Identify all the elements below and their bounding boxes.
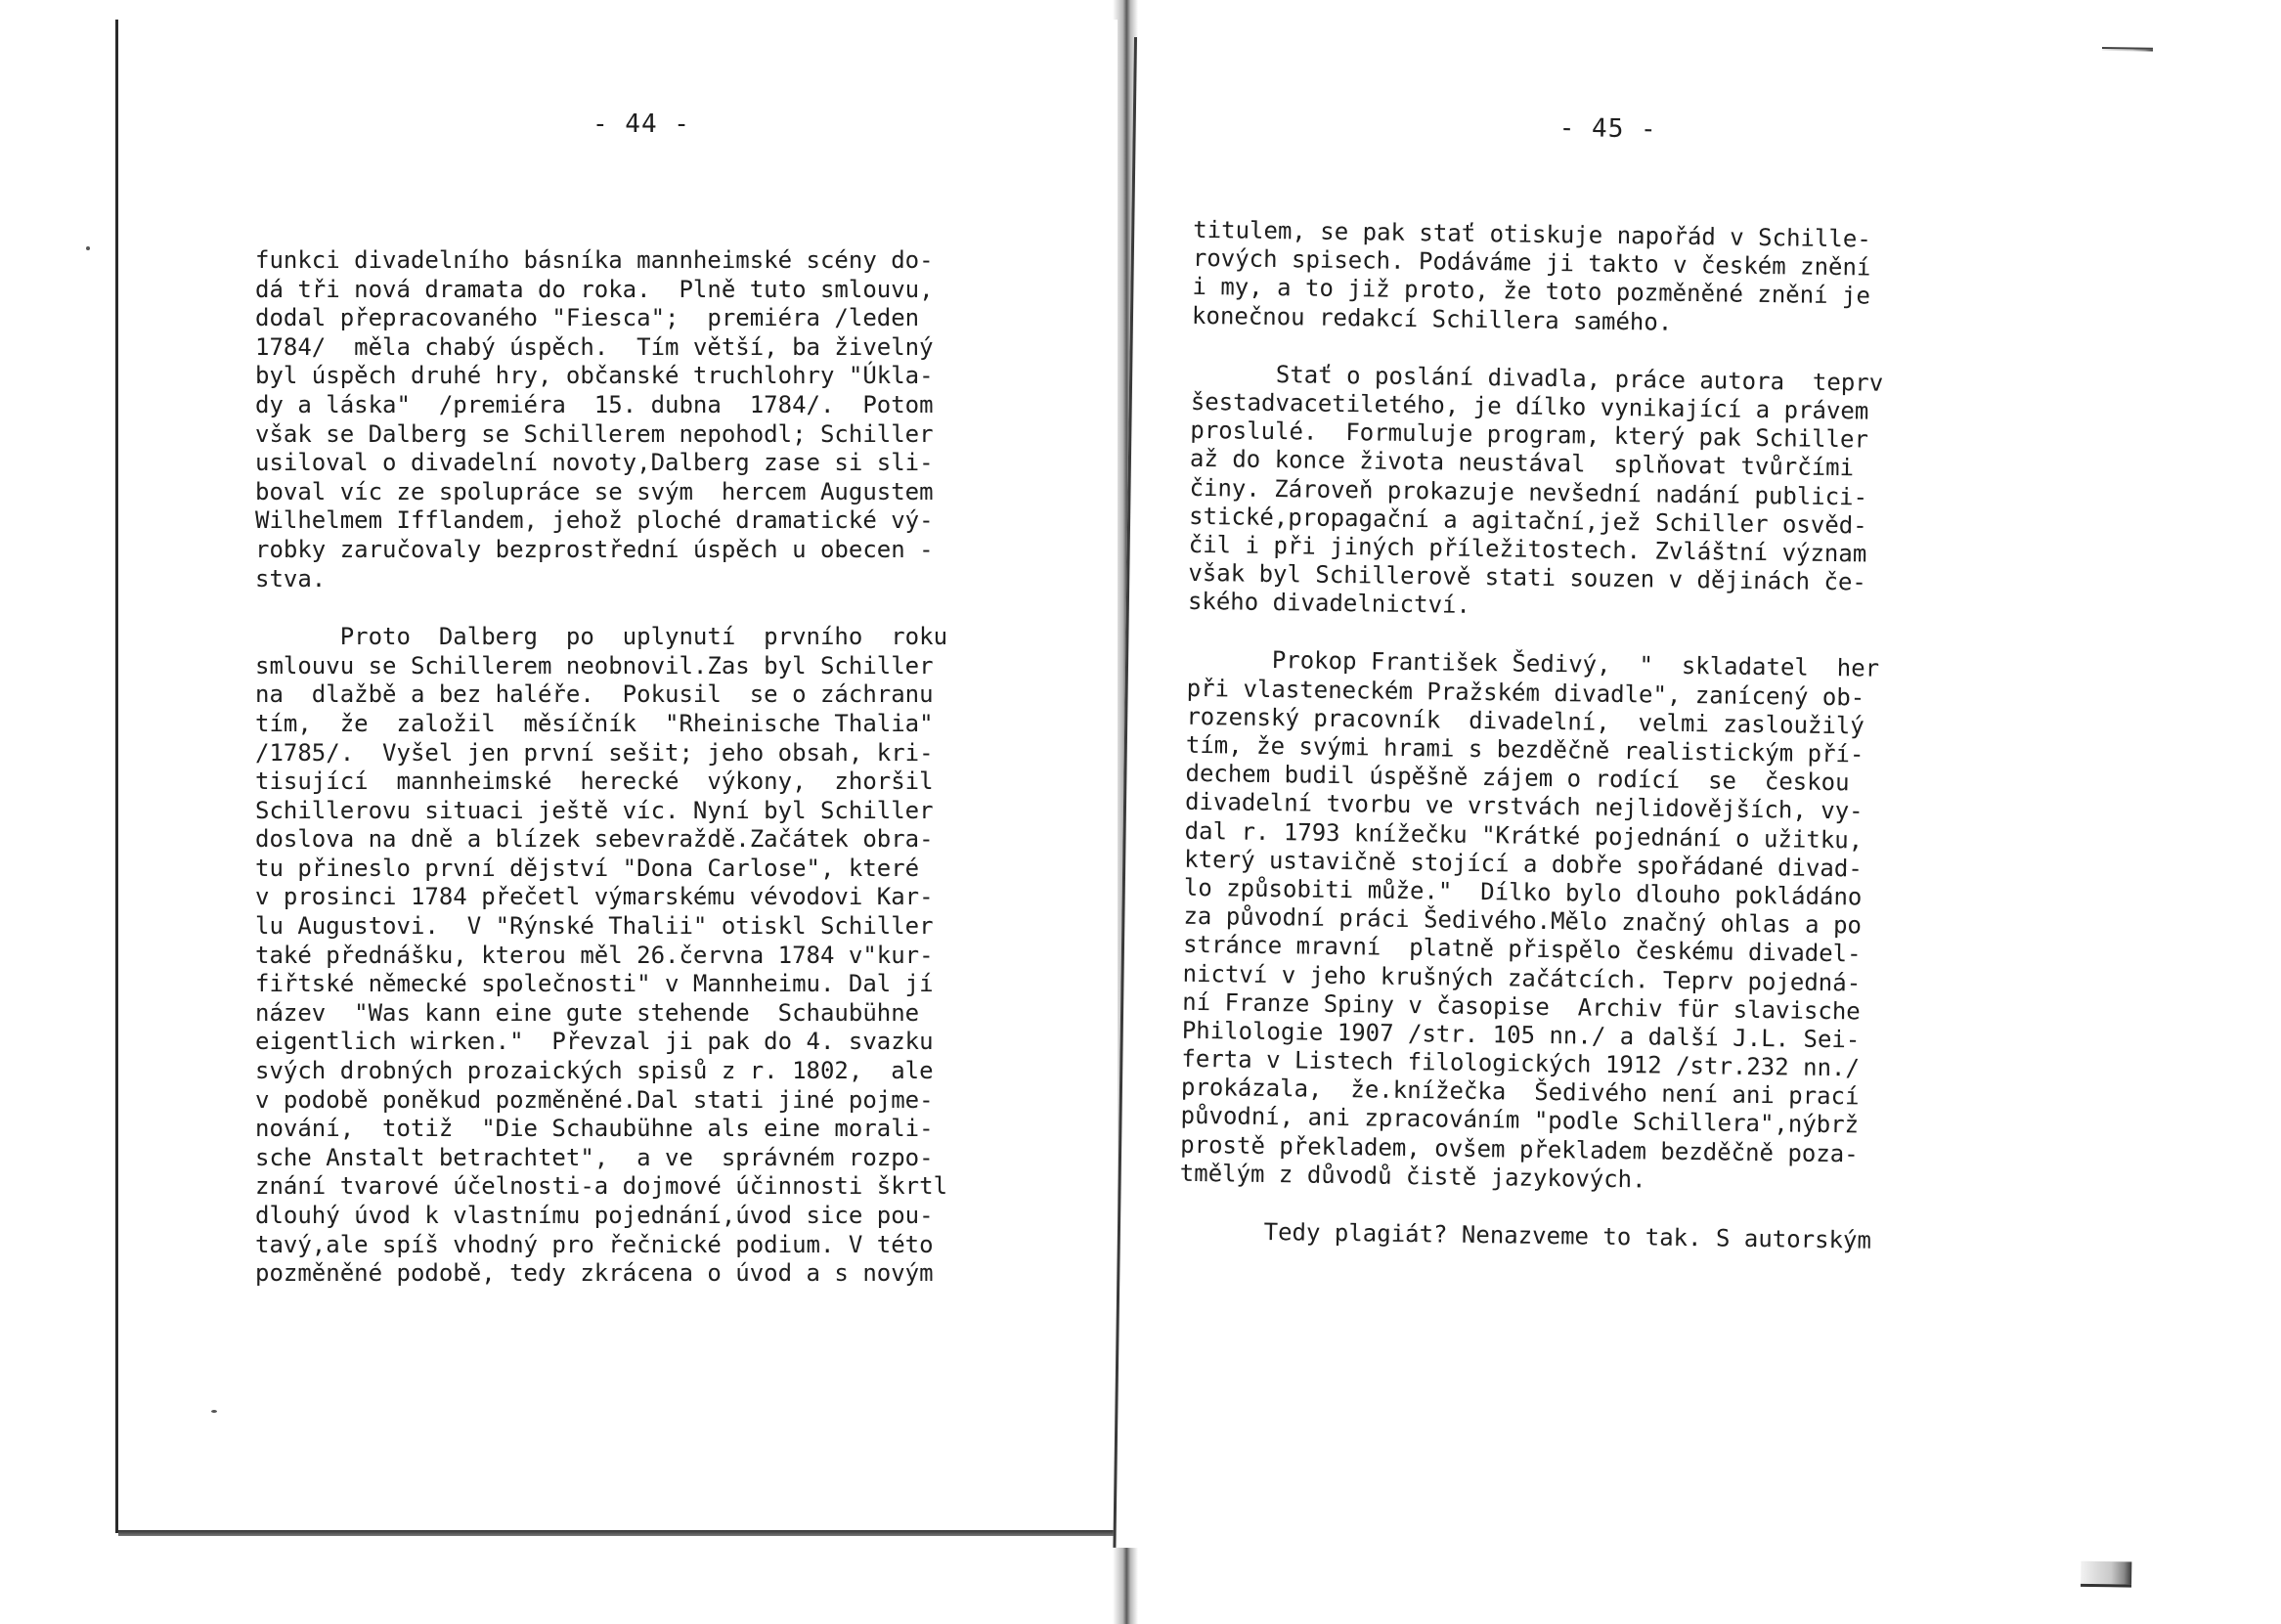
text-line: stické,propagační a agitační,jež Schiller osvěd- xyxy=(1188,502,1867,540)
text-line: znání tvarové účelnosti-a dojmové účinnosti škrtl xyxy=(255,1172,948,1201)
left-page xyxy=(115,20,1118,1530)
text-line: původní, ani zpracováním "podle Schillera",nýbrž xyxy=(1180,1102,1860,1139)
paragraph xyxy=(255,623,1067,1289)
text-line: Wilhelmem Ifflandem, jehož ploché dramatické vý- xyxy=(255,506,934,535)
text-line: v podobě poněkud pozměněné.Dal stati jiné pojme- xyxy=(255,1085,934,1114)
text-line: prokázala, že.knížečka Šedivého není ani prací xyxy=(1180,1074,1860,1111)
text-line: konečnou redakcí Schillera samého. xyxy=(1191,301,1673,336)
text-line: dechem budil úspěšně zájem o rodící se českou xyxy=(1185,759,1850,797)
text-line: Tedy plagiát? Nenazveme to tak. S autorským xyxy=(1178,1216,1872,1254)
scan-speck xyxy=(211,1410,217,1413)
text-line: dy a láska" /premiéra 15. dubna 1784/. Potom xyxy=(255,390,934,418)
text-line: na dlažbě a bez haléře. Pokusil se o záchranu xyxy=(255,680,934,709)
paragraph xyxy=(1180,645,2009,1199)
text-line: divadelní tvorbu ve vrstvách nejlidovějších, vy- xyxy=(1184,788,1864,825)
text-line: tavý,ale spíš vhodný pro řečnické podium. V této xyxy=(255,1230,934,1258)
text-line: rozenský pracovník divadelní, velmi zasloužilý xyxy=(1186,702,1864,740)
text-line: však byl Schillerově stati souzen v dějinách če- xyxy=(1188,558,1867,596)
text-line: usiloval o divadelní novoty,Dalberg zase si sli- xyxy=(255,449,934,477)
text-line: stránce mravní platně přispělo českému divadel- xyxy=(1182,931,1862,968)
text-line: tím, že založil měsíčník "Rheinische Thalia" xyxy=(255,709,934,737)
text-line: robky zaručovaly bezprostřední úspěch u obecen - xyxy=(255,535,934,563)
text-line: čil i při jiných příležitostech. Zvláštní význam xyxy=(1188,530,1867,568)
text-line: stva. xyxy=(255,564,327,593)
text-line: tím, že svými hrami s bezděčně realistickým pří- xyxy=(1185,730,1864,768)
paragraph xyxy=(1179,1217,2000,1257)
text-line: tu přineslo první dějství "Dona Carlose", které xyxy=(255,854,920,882)
text-line: dlouhý úvod k vlastnímu pojednání,úvod sice pou- xyxy=(255,1202,934,1229)
text-line: nování, totiž "Die Schaubühne als eine morali- xyxy=(255,1115,934,1143)
text-line: doslova na dně a blízek sebevraždě.Začátek obra- xyxy=(255,825,934,854)
text-line: tmělým z důvodů čistě jazykových. xyxy=(1179,1159,1646,1194)
text-line: který ustavičně stojící a dobře spořádané divad- xyxy=(1184,845,1863,883)
text-line: Schillerovu situaci ještě víc. Nyní byl Schiller xyxy=(255,796,934,824)
text-line: eigentlich wirken." Převzal ji pak do 4. svazku xyxy=(255,1028,934,1056)
text-line: lo způsobiti může." Dílko bylo dlouho pokládáno xyxy=(1183,873,1863,911)
text-line: proslulé. Formuluje program, který pak Schiller xyxy=(1190,416,1869,454)
text-line: funkci divadelního básníka mannheimské scény do- xyxy=(255,246,934,274)
text-line: Proto Dalberg po uplynutí prvního roku xyxy=(255,623,948,651)
text-line: také přednášku, kterou měl 26.června 1784 v"kur- xyxy=(255,941,934,969)
text-line: prostě překladem, ovšem překladem bezděčně poza- xyxy=(1179,1130,1859,1168)
text-line: dá tři nová dramata do roka. Plně tuto smlouvu, xyxy=(255,275,934,303)
text-line: ferta v Listech filologických 1912 /str.232 nn./ xyxy=(1181,1044,1861,1082)
text-line: tisující mannheimské herecké výkony, zhoršil xyxy=(255,768,934,796)
text-line: smlouvu se Schillerem neobnovil.Zas byl Schiller xyxy=(255,651,934,680)
text-line: za původní práci Šedivého.Mělo značný ohlas a po xyxy=(1183,901,1863,940)
text-line: boval víc ze spolupráce se svým hercem Augustem xyxy=(255,477,934,505)
text-line: fiřtské německé společnosti" v Mannheimu. Dal jí xyxy=(255,970,934,998)
text-line: šestadvacetiletého, je dílko vynikající a právem xyxy=(1190,387,1869,425)
scan-speck xyxy=(86,246,90,250)
paragraph xyxy=(1192,216,2015,341)
text-line: v prosinci 1784 přečetl výmarskému vévodovi Kar- xyxy=(255,883,934,911)
text-line: při vlasteneckém Pražském divadle", zanícený ob- xyxy=(1186,674,1865,712)
right-page-text xyxy=(1179,216,2015,1257)
paragraph xyxy=(255,246,1067,593)
text-line: rových spisech. Podáváme ji takto v českém znění xyxy=(1192,244,1871,282)
right-page xyxy=(1113,37,2158,1561)
text-line: 1784/ měla chabý úspěch. Tím větší, ba živelný xyxy=(255,332,934,361)
text-line: /1785/. Vyšel jen první sešit; jeho obsah, kri- xyxy=(255,738,934,767)
text-line: až do konce života neustával splňovat tvůrčími xyxy=(1189,445,1855,482)
text-line: titulem, se pak stať otiskuje napořád v Schille- xyxy=(1193,215,1871,253)
text-line: byl úspěch druhé hry, občanské truchlohry "Úkla- xyxy=(255,362,934,390)
text-line: ní Franze Spiny v časopise Archiv für slavische xyxy=(1182,988,1861,1026)
text-line: činy. Zároveň prokazuje nevšední nadání publici- xyxy=(1189,473,1868,511)
text-line: dal r. 1793 knížečku "Krátké pojednání o užitku, xyxy=(1184,816,1864,855)
page-number-left: - 44 - xyxy=(592,110,690,139)
text-line: název "Was kann eine gute stehende Schaubühne xyxy=(255,998,920,1027)
left-page-text xyxy=(255,246,1067,1289)
text-line: pozměněné podobě, tedy zkrácena o úvod a s novým xyxy=(255,1259,934,1288)
text-line: svých drobných prozaických spisů z r. 1802, ale xyxy=(255,1057,934,1085)
text-line: Prokop František Šedivý, " skladatel her xyxy=(1186,645,1880,683)
text-line: lu Augustovi. V "Rýnské Thalii" otiskl Schiller xyxy=(255,912,934,941)
text-line: ského divadelnictví. xyxy=(1187,588,1471,620)
paragraph xyxy=(1188,360,2013,628)
text-line: nictví v jeho krušných začátcích. Teprv pojedná- xyxy=(1182,959,1862,996)
text-line: sche Anstalt betrachtet", a ve správném rozpo- xyxy=(255,1143,934,1171)
text-line: i my, a to již proto, že toto pozměněné znění je xyxy=(1192,273,1871,310)
text-line: dodal přepracovaného "Fiesca"; premiéra /leden xyxy=(255,304,920,332)
text-line: Stať o poslání divadla, práce autora teprv xyxy=(1191,359,1884,397)
page-number-right: - 45 - xyxy=(1558,113,1657,145)
text-line: Philologie 1907 /str. 105 nn./ a další J.L. Sei- xyxy=(1181,1016,1861,1054)
text-line: však se Dalberg se Schillerem nepohodl; Schiller xyxy=(255,419,934,448)
